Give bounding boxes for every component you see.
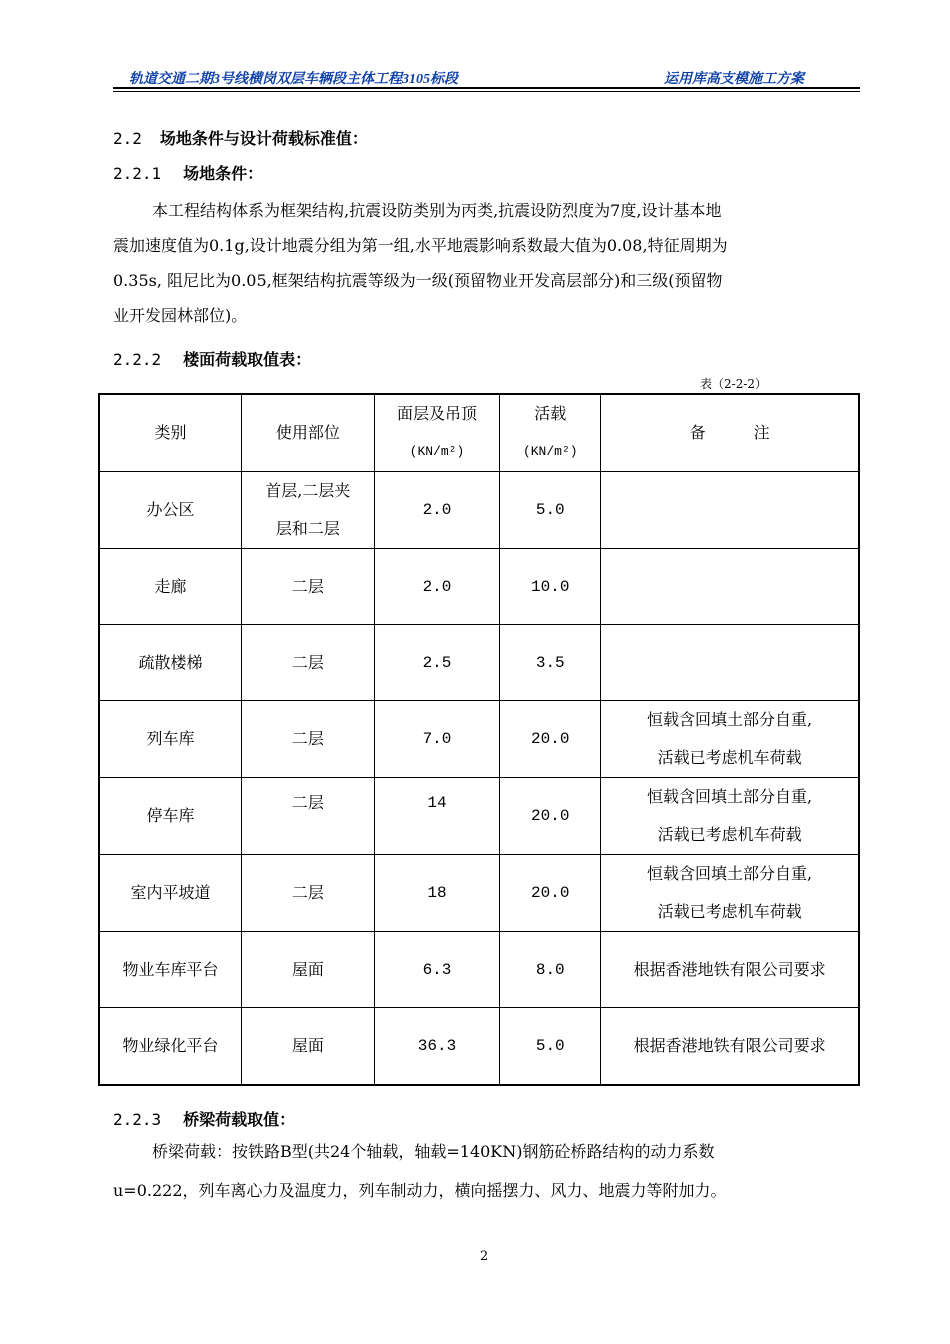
cell-note: 根据香港地铁有限公司要求 xyxy=(601,932,859,1008)
header-rule-thick xyxy=(113,87,860,89)
cell-live-load: 3.5 xyxy=(500,625,601,701)
cell-category: 物业车库平台 xyxy=(99,932,242,1008)
col-header-dead-load: 面层及吊顶 (KN/m²) xyxy=(374,394,500,472)
cell-dead-load: 18 xyxy=(374,855,500,932)
floor-load-table xyxy=(98,393,860,1086)
section-2-2-2-heading: 2.2.2 楼面荷载取值表： xyxy=(113,350,312,369)
header-project-title: 轨道交通二期3号线横岗双层车辆段主体工程3105标段 xyxy=(129,72,458,87)
cell-category: 列车库 xyxy=(99,701,242,778)
table-row xyxy=(99,549,859,625)
cell-note xyxy=(601,549,859,625)
page-number: 2 xyxy=(480,1249,489,1264)
cell-location: 二层 xyxy=(242,549,375,625)
table-row xyxy=(99,855,859,932)
cell-category: 走廊 xyxy=(99,549,242,625)
col-header-note: 备 注 xyxy=(601,394,859,472)
cell-location: 二层 xyxy=(242,625,375,701)
cell-note xyxy=(601,625,859,701)
cell-note: 恒载含回填土部分自重, 活载已考虑机车荷载 xyxy=(601,778,859,855)
header-document-title: 运用库高支模施工方案 xyxy=(664,72,804,87)
page-header xyxy=(113,64,860,88)
cell-dead-load: 7.0 xyxy=(374,701,500,778)
cell-dead-load: 2.5 xyxy=(374,625,500,701)
cell-dead-load: 6.3 xyxy=(374,932,500,1008)
site-conditions-line-1: 本工程结构体系为框架结构,抗震设防类别为丙类,抗震设防烈度为7度,设计基本地 xyxy=(152,201,722,220)
cell-live-load: 8.0 xyxy=(500,932,601,1008)
table-header-row xyxy=(99,394,859,472)
cell-live-load: 10.0 xyxy=(500,549,601,625)
cell-category: 室内平坡道 xyxy=(99,855,242,932)
site-conditions-line-4: 业开发园林部位)。 xyxy=(113,306,248,325)
cell-note: 根据香港地铁有限公司要求 xyxy=(601,1008,859,1085)
cell-note: 恒载含回填土部分自重, 活载已考虑机车荷载 xyxy=(601,701,859,778)
cell-location: 屋面 xyxy=(242,1008,375,1085)
table-row xyxy=(99,472,859,549)
section-2-2-3-heading: 2.2.3 桥梁荷载取值： xyxy=(113,1110,296,1129)
col-header-location: 使用部位 xyxy=(242,394,375,472)
bridge-load-line-2: u=0.222，列车离心力及温度力，列车制动力，横向摇摆力、风力、地震力等附加力。 xyxy=(113,1181,727,1200)
cell-dead-load: 36.3 xyxy=(374,1008,500,1085)
cell-location: 二层 xyxy=(242,778,375,855)
table-row xyxy=(99,1008,859,1085)
table-row xyxy=(99,778,859,855)
cell-category: 疏散楼梯 xyxy=(99,625,242,701)
cell-dead-load: 14 xyxy=(374,778,500,855)
cell-note: 恒载含回填土部分自重, 活载已考虑机车荷载 xyxy=(601,855,859,932)
cell-location: 首层,二层夹 层和二层 xyxy=(242,472,375,549)
site-conditions-line-3: 0.35s, 阻尼比为0.05,框架结构抗震等级为一级(预留物业开发高层部分)和三级(预留物 xyxy=(113,271,723,290)
table-caption: 表（2-2-2） xyxy=(700,377,768,391)
cell-location: 二层 xyxy=(242,855,375,932)
section-2-2-heading: 2.2 场地条件与设计荷载标准值： xyxy=(113,129,368,148)
cell-live-load: 5.0 xyxy=(500,1008,601,1085)
cell-live-load: 5.0 xyxy=(500,472,601,549)
col-header-live-load: 活载 (KN/m²) xyxy=(500,394,601,472)
cell-location: 二层 xyxy=(242,701,375,778)
cell-dead-load: 2.0 xyxy=(374,472,500,549)
cell-live-load: 20.0 xyxy=(500,778,601,855)
table-row xyxy=(99,701,859,778)
cell-location: 屋面 xyxy=(242,932,375,1008)
table-row xyxy=(99,932,859,1008)
header-rule-thin xyxy=(113,91,860,92)
col-header-category: 类别 xyxy=(99,394,242,472)
cell-dead-load: 2.0 xyxy=(374,549,500,625)
cell-category: 物业绿化平台 xyxy=(99,1008,242,1085)
bridge-load-line-1: 桥梁荷载：按铁路B型(共24个轴载，轴载=140KN)钢筋砼桥路结构的动力系数 xyxy=(152,1142,715,1161)
cell-live-load: 20.0 xyxy=(500,701,601,778)
section-2-2-1-heading: 2.2.1 场地条件： xyxy=(113,164,264,183)
cell-note xyxy=(601,472,859,549)
table-row xyxy=(99,625,859,701)
cell-category: 停车库 xyxy=(99,778,242,855)
site-conditions-line-2: 震加速度值为0.1g,设计地震分组为第一组,水平地震影响系数最大值为0.08,特征周期为 xyxy=(113,236,728,255)
cell-live-load: 20.0 xyxy=(500,855,601,932)
cell-category: 办公区 xyxy=(99,472,242,549)
